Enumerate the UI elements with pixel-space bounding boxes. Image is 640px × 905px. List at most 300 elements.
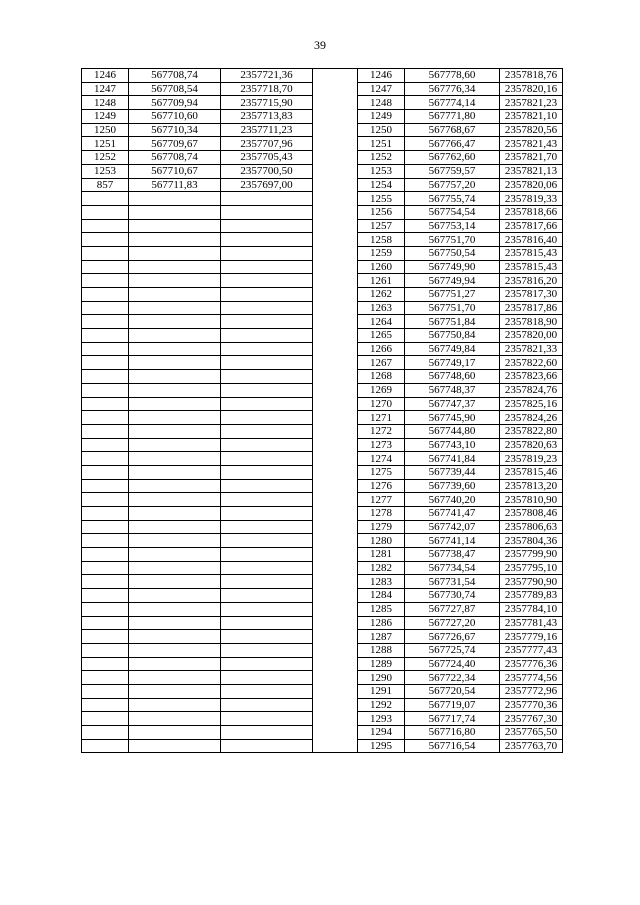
left-y-coordinate-cell	[221, 698, 313, 712]
right-y-coordinate-cell: 2357804,36	[500, 534, 563, 548]
table-row	[82, 534, 563, 548]
left-y-coordinate-cell	[221, 602, 313, 616]
table-row	[82, 151, 563, 165]
left-y-coordinate-cell	[221, 575, 313, 589]
right-point-number-cell: 1276	[358, 479, 405, 493]
table-row	[82, 192, 563, 206]
left-x-coordinate-cell	[129, 479, 221, 493]
left-x-coordinate-cell	[129, 274, 221, 288]
right-x-coordinate-cell: 567749,90	[405, 260, 500, 274]
left-x-coordinate-cell	[129, 671, 221, 685]
left-point-number-cell	[82, 383, 129, 397]
left-point-number-cell	[82, 370, 129, 384]
right-point-number-cell: 1286	[358, 616, 405, 630]
right-x-coordinate-cell: 567751,70	[405, 233, 500, 247]
left-y-coordinate-cell	[221, 726, 313, 740]
table-row	[82, 164, 563, 178]
column-gap-cell	[313, 274, 358, 288]
table-row	[82, 82, 563, 96]
left-point-number-cell	[82, 260, 129, 274]
right-y-coordinate-cell: 2357821,43	[500, 137, 563, 151]
right-x-coordinate-cell: 567726,67	[405, 630, 500, 644]
left-y-coordinate-cell	[221, 712, 313, 726]
left-point-number-cell	[82, 520, 129, 534]
right-point-number-cell: 1281	[358, 548, 405, 562]
left-x-coordinate-cell: 567709,67	[129, 137, 221, 151]
right-x-coordinate-cell: 567771,80	[405, 110, 500, 124]
right-y-coordinate-cell: 2357776,36	[500, 657, 563, 671]
right-point-number-cell: 1262	[358, 288, 405, 302]
table-row	[82, 356, 563, 370]
right-y-coordinate-cell: 2357799,90	[500, 548, 563, 562]
left-point-number-cell	[82, 192, 129, 206]
right-point-number-cell: 1285	[358, 602, 405, 616]
table-row	[82, 110, 563, 124]
right-point-number-cell: 1255	[358, 192, 405, 206]
left-x-coordinate-cell	[129, 370, 221, 384]
table-row	[82, 233, 563, 247]
right-y-coordinate-cell: 2357822,60	[500, 356, 563, 370]
table-row	[82, 739, 563, 753]
right-x-coordinate-cell: 567742,07	[405, 520, 500, 534]
left-x-coordinate-cell	[129, 630, 221, 644]
left-x-coordinate-cell	[129, 698, 221, 712]
table-row	[82, 712, 563, 726]
left-y-coordinate-cell	[221, 233, 313, 247]
right-point-number-cell: 1288	[358, 643, 405, 657]
column-gap-cell	[313, 657, 358, 671]
left-x-coordinate-cell	[129, 452, 221, 466]
left-x-coordinate-cell	[129, 575, 221, 589]
left-x-coordinate-cell: 567709,94	[129, 96, 221, 110]
right-x-coordinate-cell: 567768,67	[405, 123, 500, 137]
left-x-coordinate-cell	[129, 383, 221, 397]
right-y-coordinate-cell: 2357781,43	[500, 616, 563, 630]
left-x-coordinate-cell: 567708,74	[129, 69, 221, 83]
column-gap-cell	[313, 438, 358, 452]
table-row	[82, 288, 563, 302]
left-y-coordinate-cell: 2357697,00	[221, 178, 313, 192]
right-x-coordinate-cell: 567754,54	[405, 205, 500, 219]
left-x-coordinate-cell	[129, 465, 221, 479]
table-row	[82, 493, 563, 507]
left-x-coordinate-cell	[129, 411, 221, 425]
column-gap-cell	[313, 411, 358, 425]
right-y-coordinate-cell: 2357817,30	[500, 288, 563, 302]
left-point-number-cell	[82, 684, 129, 698]
right-x-coordinate-cell: 567751,70	[405, 301, 500, 315]
left-x-coordinate-cell	[129, 548, 221, 562]
table-row	[82, 411, 563, 425]
column-gap-cell	[313, 164, 358, 178]
right-x-coordinate-cell: 567748,37	[405, 383, 500, 397]
left-y-coordinate-cell	[221, 370, 313, 384]
right-y-coordinate-cell: 2357808,46	[500, 507, 563, 521]
left-y-coordinate-cell	[221, 260, 313, 274]
left-x-coordinate-cell	[129, 397, 221, 411]
left-x-coordinate-cell	[129, 507, 221, 521]
table-row	[82, 657, 563, 671]
right-y-coordinate-cell: 2357820,00	[500, 329, 563, 343]
column-gap-cell	[313, 178, 358, 192]
right-x-coordinate-cell: 567744,80	[405, 424, 500, 438]
left-point-number-cell	[82, 630, 129, 644]
table-row	[82, 370, 563, 384]
left-y-coordinate-cell	[221, 507, 313, 521]
right-x-coordinate-cell: 567747,37	[405, 397, 500, 411]
column-gap-cell	[313, 575, 358, 589]
column-gap-cell	[313, 315, 358, 329]
left-y-coordinate-cell	[221, 274, 313, 288]
right-point-number-cell: 1259	[358, 246, 405, 260]
left-point-number-cell: 1246	[82, 69, 129, 83]
right-x-coordinate-cell: 567750,54	[405, 246, 500, 260]
left-point-number-cell	[82, 712, 129, 726]
right-x-coordinate-cell: 567717,74	[405, 712, 500, 726]
column-gap-cell	[313, 383, 358, 397]
left-y-coordinate-cell: 2357705,43	[221, 151, 313, 165]
column-gap-cell	[313, 288, 358, 302]
table-row	[82, 69, 563, 83]
left-x-coordinate-cell	[129, 438, 221, 452]
right-y-coordinate-cell: 2357816,20	[500, 274, 563, 288]
left-point-number-cell	[82, 534, 129, 548]
right-point-number-cell: 1277	[358, 493, 405, 507]
right-point-number-cell: 1273	[358, 438, 405, 452]
column-gap-cell	[313, 561, 358, 575]
right-point-number-cell: 1258	[358, 233, 405, 247]
right-x-coordinate-cell: 567757,20	[405, 178, 500, 192]
right-y-coordinate-cell: 2357820,06	[500, 178, 563, 192]
right-point-number-cell: 1274	[358, 452, 405, 466]
right-y-coordinate-cell: 2357774,56	[500, 671, 563, 685]
table-row	[82, 479, 563, 493]
right-y-coordinate-cell: 2357815,46	[500, 465, 563, 479]
right-point-number-cell: 1280	[358, 534, 405, 548]
left-x-coordinate-cell	[129, 246, 221, 260]
right-point-number-cell: 1250	[358, 123, 405, 137]
right-y-coordinate-cell: 2357784,10	[500, 602, 563, 616]
left-point-number-cell	[82, 219, 129, 233]
left-x-coordinate-cell	[129, 589, 221, 603]
left-x-coordinate-cell	[129, 301, 221, 315]
left-point-number-cell	[82, 671, 129, 685]
table-row	[82, 123, 563, 137]
left-y-coordinate-cell	[221, 424, 313, 438]
left-x-coordinate-cell	[129, 616, 221, 630]
table-row	[82, 178, 563, 192]
right-y-coordinate-cell: 2357806,63	[500, 520, 563, 534]
column-gap-cell	[313, 123, 358, 137]
right-x-coordinate-cell: 567738,47	[405, 548, 500, 562]
column-gap-cell	[313, 205, 358, 219]
left-y-coordinate-cell	[221, 548, 313, 562]
column-gap-cell	[313, 246, 358, 260]
left-point-number-cell: 1251	[82, 137, 129, 151]
column-gap-cell	[313, 602, 358, 616]
right-x-coordinate-cell: 567778,60	[405, 69, 500, 83]
right-x-coordinate-cell: 567719,07	[405, 698, 500, 712]
left-y-coordinate-cell	[221, 479, 313, 493]
right-x-coordinate-cell: 567774,14	[405, 96, 500, 110]
right-point-number-cell: 1261	[358, 274, 405, 288]
left-x-coordinate-cell	[129, 192, 221, 206]
column-gap-cell	[313, 712, 358, 726]
column-gap-cell	[313, 548, 358, 562]
left-x-coordinate-cell	[129, 329, 221, 343]
left-point-number-cell	[82, 329, 129, 343]
right-point-number-cell: 1284	[358, 589, 405, 603]
right-x-coordinate-cell: 567753,14	[405, 219, 500, 233]
left-point-number-cell	[82, 274, 129, 288]
right-x-coordinate-cell: 567745,90	[405, 411, 500, 425]
coordinates-table-body	[82, 69, 563, 753]
right-point-number-cell: 1289	[358, 657, 405, 671]
table-row	[82, 301, 563, 315]
right-x-coordinate-cell: 567725,74	[405, 643, 500, 657]
column-gap-cell	[313, 356, 358, 370]
right-point-number-cell: 1260	[358, 260, 405, 274]
right-x-coordinate-cell: 567740,20	[405, 493, 500, 507]
left-x-coordinate-cell	[129, 233, 221, 247]
left-x-coordinate-cell	[129, 260, 221, 274]
right-point-number-cell: 1249	[358, 110, 405, 124]
left-y-coordinate-cell: 2357715,90	[221, 96, 313, 110]
left-y-coordinate-cell	[221, 534, 313, 548]
column-gap-cell	[313, 616, 358, 630]
left-x-coordinate-cell	[129, 520, 221, 534]
right-x-coordinate-cell: 567722,34	[405, 671, 500, 685]
left-y-coordinate-cell	[221, 356, 313, 370]
left-point-number-cell	[82, 205, 129, 219]
left-point-number-cell	[82, 493, 129, 507]
right-point-number-cell: 1257	[358, 219, 405, 233]
right-y-coordinate-cell: 2357821,33	[500, 342, 563, 356]
right-point-number-cell: 1275	[358, 465, 405, 479]
column-gap-cell	[313, 110, 358, 124]
left-x-coordinate-cell	[129, 288, 221, 302]
right-y-coordinate-cell: 2357815,43	[500, 246, 563, 260]
left-y-coordinate-cell: 2357713,83	[221, 110, 313, 124]
table-row	[82, 96, 563, 110]
left-x-coordinate-cell	[129, 602, 221, 616]
left-point-number-cell	[82, 548, 129, 562]
left-y-coordinate-cell	[221, 684, 313, 698]
right-x-coordinate-cell: 567724,40	[405, 657, 500, 671]
right-point-number-cell: 1264	[358, 315, 405, 329]
left-point-number-cell	[82, 643, 129, 657]
table-row	[82, 205, 563, 219]
right-x-coordinate-cell: 567751,84	[405, 315, 500, 329]
right-y-coordinate-cell: 2357821,10	[500, 110, 563, 124]
right-y-coordinate-cell: 2357818,66	[500, 205, 563, 219]
right-y-coordinate-cell: 2357821,13	[500, 164, 563, 178]
table-row	[82, 452, 563, 466]
right-x-coordinate-cell: 567739,44	[405, 465, 500, 479]
right-point-number-cell: 1268	[358, 370, 405, 384]
table-row	[82, 684, 563, 698]
column-gap-cell	[313, 534, 358, 548]
right-y-coordinate-cell: 2357765,50	[500, 726, 563, 740]
left-point-number-cell: 1252	[82, 151, 129, 165]
left-y-coordinate-cell	[221, 342, 313, 356]
left-y-coordinate-cell	[221, 630, 313, 644]
right-y-coordinate-cell: 2357772,96	[500, 684, 563, 698]
right-point-number-cell: 1246	[358, 69, 405, 83]
table-row	[82, 465, 563, 479]
table-row	[82, 274, 563, 288]
right-point-number-cell: 1265	[358, 329, 405, 343]
right-point-number-cell: 1267	[358, 356, 405, 370]
column-gap-cell	[313, 370, 358, 384]
right-y-coordinate-cell: 2357810,90	[500, 493, 563, 507]
left-y-coordinate-cell: 2357707,96	[221, 137, 313, 151]
left-y-coordinate-cell	[221, 246, 313, 260]
right-point-number-cell: 1290	[358, 671, 405, 685]
left-x-coordinate-cell	[129, 684, 221, 698]
table-row	[82, 438, 563, 452]
left-point-number-cell	[82, 507, 129, 521]
left-point-number-cell	[82, 616, 129, 630]
right-y-coordinate-cell: 2357819,23	[500, 452, 563, 466]
right-y-coordinate-cell: 2357823,66	[500, 370, 563, 384]
left-point-number-cell: 1250	[82, 123, 129, 137]
left-x-coordinate-cell	[129, 534, 221, 548]
right-point-number-cell: 1252	[358, 151, 405, 165]
left-y-coordinate-cell	[221, 643, 313, 657]
right-x-coordinate-cell: 567739,60	[405, 479, 500, 493]
left-y-coordinate-cell	[221, 589, 313, 603]
right-x-coordinate-cell: 567727,20	[405, 616, 500, 630]
left-y-coordinate-cell	[221, 739, 313, 753]
left-point-number-cell: 1249	[82, 110, 129, 124]
left-y-coordinate-cell	[221, 288, 313, 302]
column-gap-cell	[313, 698, 358, 712]
right-x-coordinate-cell: 567730,74	[405, 589, 500, 603]
right-x-coordinate-cell: 567720,54	[405, 684, 500, 698]
right-point-number-cell: 1256	[358, 205, 405, 219]
right-x-coordinate-cell: 567762,60	[405, 151, 500, 165]
left-y-coordinate-cell	[221, 657, 313, 671]
right-x-coordinate-cell: 567727,87	[405, 602, 500, 616]
column-gap-cell	[313, 137, 358, 151]
column-gap-cell	[313, 671, 358, 685]
right-x-coordinate-cell: 567716,54	[405, 739, 500, 753]
right-y-coordinate-cell: 2357795,10	[500, 561, 563, 575]
left-y-coordinate-cell	[221, 329, 313, 343]
right-y-coordinate-cell: 2357817,86	[500, 301, 563, 315]
right-y-coordinate-cell: 2357819,33	[500, 192, 563, 206]
left-point-number-cell	[82, 246, 129, 260]
left-x-coordinate-cell: 567710,67	[129, 164, 221, 178]
left-y-coordinate-cell	[221, 616, 313, 630]
right-point-number-cell: 1287	[358, 630, 405, 644]
left-x-coordinate-cell: 567708,54	[129, 82, 221, 96]
column-gap-cell	[313, 726, 358, 740]
right-x-coordinate-cell: 567741,84	[405, 452, 500, 466]
left-point-number-cell: 1248	[82, 96, 129, 110]
left-y-coordinate-cell	[221, 671, 313, 685]
right-y-coordinate-cell: 2357818,76	[500, 69, 563, 83]
left-x-coordinate-cell	[129, 205, 221, 219]
column-gap-cell	[313, 424, 358, 438]
right-point-number-cell: 1253	[358, 164, 405, 178]
right-y-coordinate-cell: 2357770,36	[500, 698, 563, 712]
left-y-coordinate-cell	[221, 301, 313, 315]
right-y-coordinate-cell: 2357822,80	[500, 424, 563, 438]
table-row	[82, 137, 563, 151]
left-point-number-cell	[82, 479, 129, 493]
right-x-coordinate-cell: 567776,34	[405, 82, 500, 96]
right-point-number-cell: 1266	[358, 342, 405, 356]
left-y-coordinate-cell	[221, 397, 313, 411]
right-y-coordinate-cell: 2357821,70	[500, 151, 563, 165]
left-y-coordinate-cell	[221, 561, 313, 575]
right-point-number-cell: 1254	[358, 178, 405, 192]
right-x-coordinate-cell: 567751,27	[405, 288, 500, 302]
left-y-coordinate-cell: 2357718,70	[221, 82, 313, 96]
left-y-coordinate-cell	[221, 465, 313, 479]
page-number: 39	[314, 38, 326, 52]
column-gap-cell	[313, 260, 358, 274]
table-row	[82, 507, 563, 521]
left-point-number-cell	[82, 397, 129, 411]
column-gap-cell	[313, 82, 358, 96]
left-y-coordinate-cell: 2357721,36	[221, 69, 313, 83]
right-x-coordinate-cell: 567749,94	[405, 274, 500, 288]
coordinates-table	[81, 68, 563, 753]
column-gap-cell	[313, 630, 358, 644]
left-point-number-cell	[82, 561, 129, 575]
table-row	[82, 630, 563, 644]
left-x-coordinate-cell	[129, 342, 221, 356]
left-point-number-cell	[82, 411, 129, 425]
left-y-coordinate-cell	[221, 520, 313, 534]
table-row	[82, 698, 563, 712]
right-point-number-cell: 1272	[358, 424, 405, 438]
column-gap-cell	[313, 643, 358, 657]
table-row	[82, 329, 563, 343]
column-gap-cell	[313, 219, 358, 233]
table-row	[82, 315, 563, 329]
right-x-coordinate-cell: 567749,84	[405, 342, 500, 356]
left-point-number-cell	[82, 356, 129, 370]
table-row	[82, 246, 563, 260]
column-gap-cell	[313, 520, 358, 534]
right-x-coordinate-cell: 567741,47	[405, 507, 500, 521]
left-point-number-cell	[82, 589, 129, 603]
right-point-number-cell: 1291	[358, 684, 405, 698]
right-y-coordinate-cell: 2357790,90	[500, 575, 563, 589]
column-gap-cell	[313, 479, 358, 493]
right-point-number-cell: 1271	[358, 411, 405, 425]
table-row	[82, 548, 563, 562]
column-gap-cell	[313, 329, 358, 343]
left-y-coordinate-cell	[221, 411, 313, 425]
right-y-coordinate-cell: 2357789,83	[500, 589, 563, 603]
right-point-number-cell: 1279	[358, 520, 405, 534]
left-point-number-cell: 1253	[82, 164, 129, 178]
table-row	[82, 575, 563, 589]
left-point-number-cell	[82, 602, 129, 616]
right-point-number-cell: 1248	[358, 96, 405, 110]
right-y-coordinate-cell: 2357777,43	[500, 643, 563, 657]
left-y-coordinate-cell: 2357711,23	[221, 123, 313, 137]
left-x-coordinate-cell	[129, 643, 221, 657]
column-gap-cell	[313, 507, 358, 521]
table-row	[82, 602, 563, 616]
left-x-coordinate-cell	[129, 657, 221, 671]
